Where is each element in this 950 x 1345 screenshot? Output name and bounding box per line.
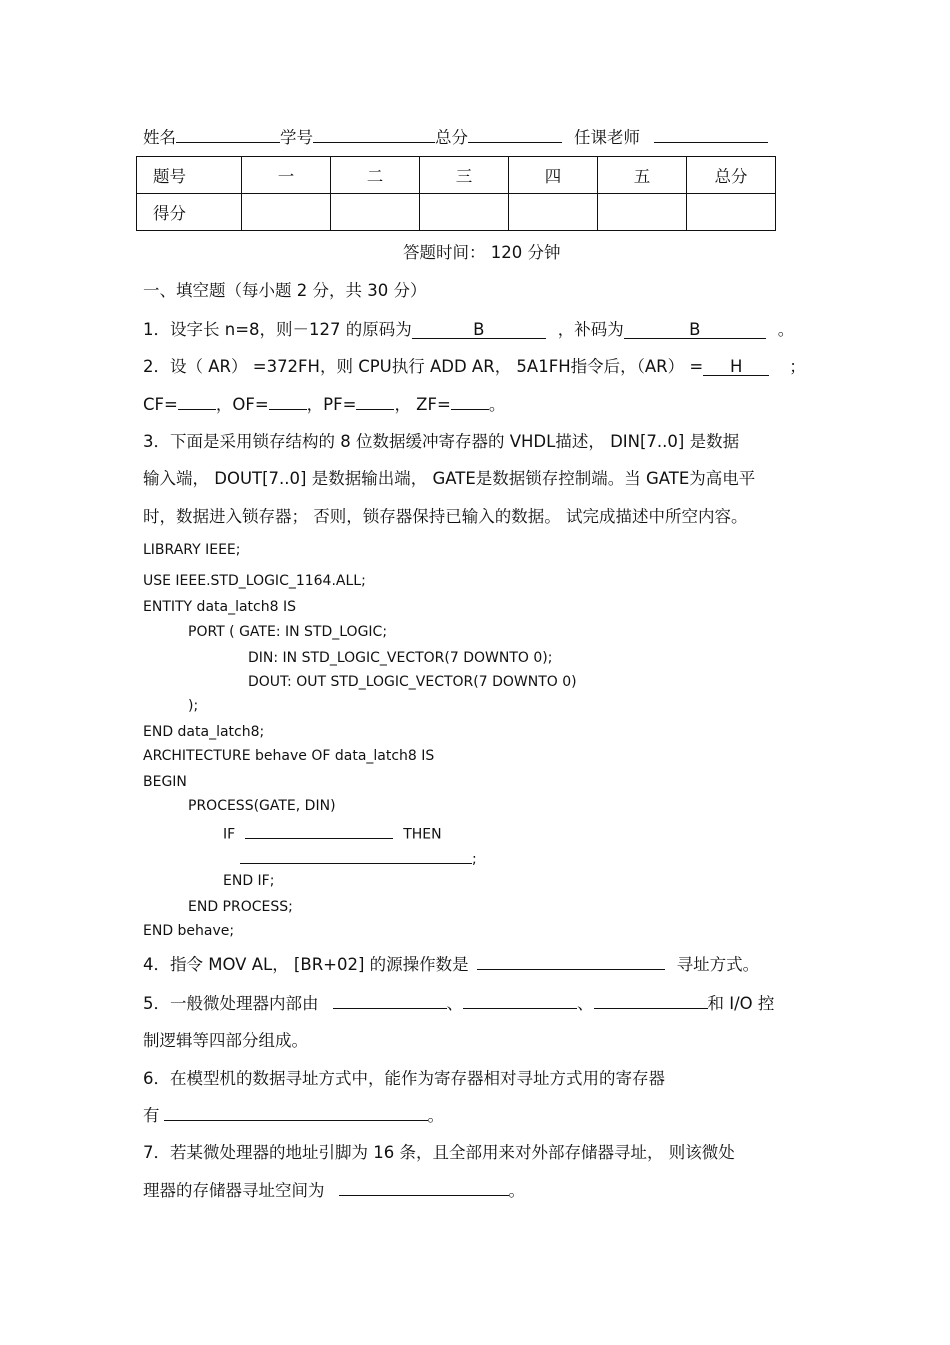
- q2-cf-blank[interactable]: [178, 392, 216, 410]
- question-2-line2: CF= ，OF= ，PF= ， ZF= 。: [143, 391, 505, 415]
- score-cell[interactable]: [598, 194, 687, 231]
- q5-blank-3[interactable]: [594, 991, 708, 1009]
- id-label: 学号: [280, 128, 313, 147]
- code-line: );: [188, 698, 199, 714]
- q5-blank-1[interactable]: [333, 991, 447, 1009]
- code-line: END PROCESS;: [188, 899, 293, 915]
- table-header-cell: 二: [331, 157, 420, 194]
- code-line: USE IEEE.STD_LOGIC_1164.ALL;: [143, 573, 366, 589]
- id-field[interactable]: [313, 125, 435, 143]
- code-line: PORT ( GATE: IN STD_LOGIC;: [188, 624, 388, 640]
- score-cell[interactable]: [509, 194, 598, 231]
- total-label: 总分: [435, 128, 468, 147]
- score-cell[interactable]: [420, 194, 509, 231]
- code-line: END data_latch8;: [143, 724, 265, 740]
- question-5-line2: 制逻辑等四部分组成。: [143, 1031, 308, 1050]
- score-cell[interactable]: [687, 194, 776, 231]
- score-table: [136, 156, 776, 231]
- code-line: PROCESS(GATE, DIN): [188, 798, 336, 814]
- question-7-line2: 理器的存储器寻址空间为 。: [143, 1177, 525, 1201]
- q1-complement-blank[interactable]: B: [624, 321, 766, 339]
- table-header-cell: 五: [598, 157, 687, 194]
- code-line: END behave;: [143, 923, 235, 939]
- table-header-cell: 总分: [687, 157, 776, 194]
- code-assignment-blank[interactable]: [240, 848, 472, 864]
- name-field[interactable]: [176, 125, 280, 143]
- code-line: END IF;: [223, 873, 275, 889]
- q5-blank-2[interactable]: [463, 991, 577, 1009]
- question-3-line3: 时，数据进入锁存器； 否则，锁存器保持已输入的数据。 试完成描述中所空内容。: [143, 507, 748, 526]
- table-header-cell: 四: [509, 157, 598, 194]
- code-line-if: IF THEN: [223, 823, 442, 843]
- q2-ar-blank[interactable]: H: [703, 358, 769, 376]
- code-line: ARCHITECTURE behave OF data_latch8 IS: [143, 748, 435, 764]
- table-row: [137, 157, 776, 194]
- exam-time: 答题时间： 120 分钟: [403, 243, 561, 262]
- code-line: LIBRARY IEEE;: [143, 542, 241, 558]
- table-row: [137, 194, 776, 231]
- question-5-line1: 5．一般微处理器内部由 、 、 和 I/O 控: [143, 990, 774, 1014]
- q2-zf-blank[interactable]: [451, 392, 489, 410]
- q4-addressing-blank[interactable]: [477, 952, 665, 970]
- question-6-line2: 有 。: [143, 1102, 444, 1126]
- question-6-line1: 6．在模型机的数据寻址方式中，能作为寄存器相对寻址方式用的寄存器: [143, 1069, 665, 1088]
- question-1: 1．设字长 n=8，则－127 的原码为 B ，补码为 B 。: [143, 320, 795, 339]
- table-header-cell: 题号: [137, 157, 242, 194]
- total-field[interactable]: [468, 125, 562, 143]
- section-title: 一、填空题（每小题 2 分，共 30 分）: [143, 281, 427, 300]
- question-4: 4．指令 MOV AL， [BR+02] 的源操作数是 寻址方式。: [143, 951, 759, 975]
- score-row-label: 得分: [137, 194, 242, 231]
- q6-register-blank[interactable]: [164, 1103, 428, 1121]
- q7-address-space-blank[interactable]: [339, 1178, 509, 1196]
- code-line: DOUT: OUT STD_LOGIC_VECTOR(7 DOWNTO 0): [248, 674, 577, 690]
- question-3-line1: 3．下面是采用锁存结构的 8 位数据缓冲寄存器的 VHDL描述， DIN[7..0] 是数据: [143, 432, 740, 451]
- table-header-cell: 三: [420, 157, 509, 194]
- code-line-assign: ;: [240, 848, 477, 868]
- question-3-line2: 输入端， DOUT[7..0] 是数据输出端， GATE是数据锁存控制端。当 GATE为高电平: [143, 469, 756, 488]
- q2-pf-blank[interactable]: [356, 392, 394, 410]
- q2-of-blank[interactable]: [269, 392, 307, 410]
- code-if-condition-blank[interactable]: [245, 823, 393, 839]
- code-line: ENTITY data_latch8 IS: [143, 599, 296, 615]
- table-header-cell: 一: [242, 157, 331, 194]
- question-2-line1: 2．设（ AR） =372FH，则 CPU执行 ADD AR， 5A1FH指令后，（AR） = H ；: [143, 357, 806, 376]
- score-cell[interactable]: [242, 194, 331, 231]
- q1-original-code-blank[interactable]: B: [412, 321, 546, 339]
- question-7-line1: 7．若某微处理器的地址引脚为 16 条，且全部用来对外部存储器寻址， 则该微处: [143, 1143, 735, 1162]
- name-label: 姓名: [143, 128, 176, 147]
- score-cell[interactable]: [331, 194, 420, 231]
- teacher-label: 任课老师: [574, 128, 640, 147]
- teacher-field[interactable]: [654, 125, 768, 143]
- code-line: DIN: IN STD_LOGIC_VECTOR(7 DOWNTO 0);: [248, 650, 553, 666]
- code-line: BEGIN: [143, 774, 187, 790]
- student-info-line: [143, 124, 768, 148]
